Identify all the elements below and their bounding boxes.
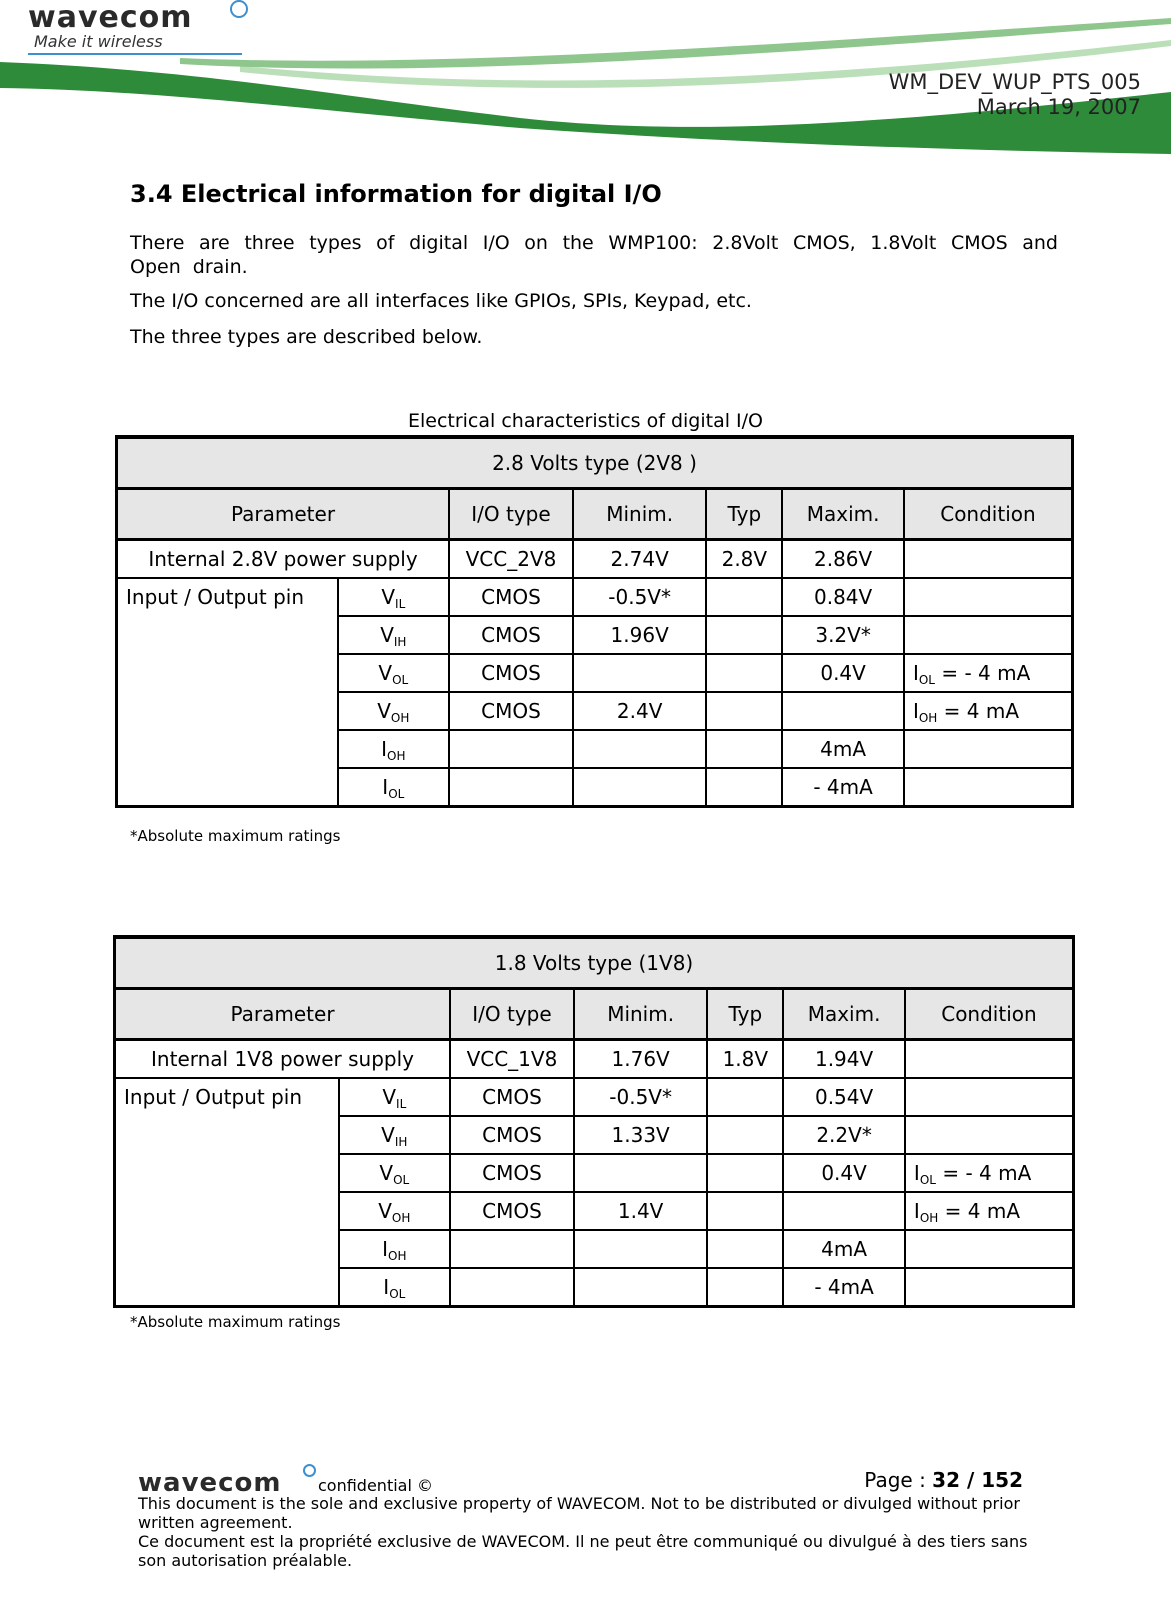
col-header-parameter: Parameter bbox=[115, 989, 451, 1040]
cell-condition bbox=[904, 578, 1073, 616]
cell-max: 1.94V bbox=[783, 1040, 905, 1079]
cell-max bbox=[782, 692, 904, 730]
cell-io-type: VCC_1V8 bbox=[450, 1040, 574, 1079]
col-header-max: Maxim. bbox=[783, 989, 905, 1040]
cell-max: 4mA bbox=[782, 730, 904, 768]
cell-condition bbox=[905, 1268, 1074, 1307]
cell-condition bbox=[905, 1230, 1074, 1268]
header-tagline: Make it wireless bbox=[34, 32, 163, 51]
cell-min bbox=[573, 768, 707, 807]
table-title: 2.8 Volts type (2V8 ) bbox=[117, 437, 1073, 489]
cell-symbol: $V_{OL}$ bbox=[338, 654, 449, 692]
cell-max: 2.86V bbox=[782, 540, 904, 579]
cell-min: 1.76V bbox=[574, 1040, 708, 1079]
cell-min bbox=[574, 1268, 708, 1307]
page-number: Page : 32 / 152 bbox=[864, 1468, 1023, 1492]
cell-symbol: $V_{IH}$ bbox=[338, 616, 449, 654]
cell-min bbox=[573, 654, 707, 692]
table-row bbox=[115, 1040, 1074, 1079]
cell-condition bbox=[904, 540, 1073, 579]
intro-paragraph: There are three types of digital I/O on the WMP100: 2.8Volt CMOS, 1.8Volt CMOS and Open drain. bbox=[130, 232, 1058, 278]
cell-symbol: $V_{IH}$ bbox=[339, 1116, 450, 1154]
cell-condition: $I_{OH} = 4$ mA bbox=[904, 692, 1073, 730]
cell-symbol: $V_{IL}$ bbox=[339, 1078, 450, 1116]
group-label: Input / Output pin bbox=[117, 578, 338, 807]
cell-io-type: CMOS bbox=[450, 1078, 574, 1116]
cell-symbol: $V_{OH}$ bbox=[339, 1192, 450, 1230]
cell-max: 0.4V bbox=[783, 1154, 905, 1192]
cell-symbol: $I_{OH}$ bbox=[339, 1230, 450, 1268]
supply-label: Internal 2.8V power supply bbox=[117, 540, 450, 579]
col-header-io-type: I/O type bbox=[449, 489, 573, 540]
cell-min: 1.33V bbox=[574, 1116, 708, 1154]
header-logo: wavecom bbox=[28, 0, 193, 35]
cell-typ bbox=[706, 692, 782, 730]
table-1v8 bbox=[113, 935, 1075, 1308]
col-header-min: Minim. bbox=[573, 489, 707, 540]
cell-io-type: CMOS bbox=[449, 578, 573, 616]
doc-reference bbox=[889, 70, 1141, 120]
cell-typ bbox=[706, 578, 782, 616]
cell-condition bbox=[905, 1040, 1074, 1079]
cell-io-type: VCC_2V8 bbox=[449, 540, 573, 579]
supply-label: Internal 1V8 power supply bbox=[115, 1040, 451, 1079]
cell-condition bbox=[904, 616, 1073, 654]
cell-io-type: CMOS bbox=[449, 616, 573, 654]
cell-typ: 2.8V bbox=[706, 540, 782, 579]
table-row bbox=[115, 1078, 1074, 1116]
cell-min: 1.4V bbox=[574, 1192, 708, 1230]
cell-io-type bbox=[450, 1268, 574, 1307]
cell-max: - 4mA bbox=[783, 1268, 905, 1307]
cell-min bbox=[574, 1230, 708, 1268]
logo-mark-icon bbox=[230, 0, 248, 18]
types-paragraph: The three types are described below. bbox=[130, 326, 483, 348]
section-title: 3.4 Electrical information for digital I/O bbox=[130, 180, 662, 208]
doc-date: March 19, 2007 bbox=[976, 95, 1141, 119]
cell-min: -0.5V* bbox=[574, 1078, 708, 1116]
cell-max: 0.84V bbox=[782, 578, 904, 616]
cell-max: 0.54V bbox=[783, 1078, 905, 1116]
table-title: 1.8 Volts type (1V8) bbox=[115, 937, 1074, 989]
confidential-label: confidential © bbox=[318, 1476, 433, 1495]
cell-min: 2.74V bbox=[573, 540, 707, 579]
cell-min: 1.96V bbox=[573, 616, 707, 654]
cell-typ: 1.8V bbox=[707, 1040, 783, 1079]
cell-max: 3.2V* bbox=[782, 616, 904, 654]
cell-condition bbox=[904, 768, 1073, 807]
cell-symbol: $I_{OL}$ bbox=[338, 768, 449, 807]
cell-condition: $I_{OL}$ = - 4 mA bbox=[905, 1154, 1074, 1192]
cell-condition: $I_{OH} = 4$ mA bbox=[905, 1192, 1074, 1230]
cell-io-type: CMOS bbox=[450, 1154, 574, 1192]
cell-typ bbox=[706, 730, 782, 768]
cell-condition bbox=[905, 1116, 1074, 1154]
cell-typ bbox=[707, 1154, 783, 1192]
io-paragraph: The I/O concerned are all interfaces like GPIOs, SPIs, Keypad, etc. bbox=[130, 290, 752, 312]
cell-io-type: CMOS bbox=[449, 692, 573, 730]
cell-symbol: $I_{OH}$ bbox=[338, 730, 449, 768]
cell-symbol: $V_{OL}$ bbox=[339, 1154, 450, 1192]
col-header-parameter: Parameter bbox=[117, 489, 450, 540]
col-header-max: Maxim. bbox=[782, 489, 904, 540]
cell-typ bbox=[706, 654, 782, 692]
cell-min: 2.4V bbox=[573, 692, 707, 730]
cell-min: -0.5V* bbox=[573, 578, 707, 616]
col-header-condition: Condition bbox=[904, 489, 1073, 540]
cell-max: - 4mA bbox=[782, 768, 904, 807]
table-footnote: *Absolute maximum ratings bbox=[130, 1313, 341, 1331]
table-2v8 bbox=[115, 435, 1074, 808]
legal-notice bbox=[138, 1494, 1028, 1570]
footer-logo-mark-icon bbox=[303, 1464, 316, 1477]
tagline-rule bbox=[28, 53, 242, 55]
cell-typ bbox=[706, 616, 782, 654]
cell-io-type: CMOS bbox=[450, 1116, 574, 1154]
cell-max bbox=[783, 1192, 905, 1230]
table-footnote: *Absolute maximum ratings bbox=[130, 827, 341, 845]
cell-typ bbox=[707, 1078, 783, 1116]
cell-io-type: CMOS bbox=[449, 654, 573, 692]
cell-condition bbox=[904, 730, 1073, 768]
col-header-typ: Typ bbox=[706, 489, 782, 540]
cell-symbol: $V_{OH}$ bbox=[338, 692, 449, 730]
cell-min bbox=[574, 1154, 708, 1192]
footer-logo: wavecom bbox=[138, 1468, 282, 1498]
group-label: Input / Output pin bbox=[115, 1078, 339, 1307]
legal-french: Ce document est la propriété exclusive de WAVECOM. Il ne peut être communiqué ou divulgué à des tiers sans son autorisation préalable. bbox=[138, 1532, 1028, 1570]
col-header-condition: Condition bbox=[905, 989, 1074, 1040]
col-header-io-type: I/O type bbox=[450, 989, 574, 1040]
cell-max: 4mA bbox=[783, 1230, 905, 1268]
cell-max: 0.4V bbox=[782, 654, 904, 692]
col-header-min: Minim. bbox=[574, 989, 708, 1040]
cell-symbol: $V_{IL}$ bbox=[338, 578, 449, 616]
table-row bbox=[117, 540, 1073, 579]
cell-io-type: CMOS bbox=[450, 1192, 574, 1230]
legal-english: This document is the sole and exclusive property of WAVECOM. Not to be distributed or divulged without prior written agreement. bbox=[138, 1494, 1020, 1532]
col-header-typ: Typ bbox=[707, 989, 783, 1040]
doc-id: WM_DEV_WUP_PTS_005 bbox=[888, 70, 1141, 94]
cell-io-type bbox=[449, 730, 573, 768]
cell-io-type bbox=[449, 768, 573, 807]
cell-typ bbox=[707, 1116, 783, 1154]
table-row bbox=[117, 578, 1073, 616]
cell-condition bbox=[905, 1078, 1074, 1116]
cell-typ bbox=[707, 1230, 783, 1268]
cell-symbol: $I_{OL}$ bbox=[339, 1268, 450, 1307]
table-caption: Electrical characteristics of digital I/O bbox=[407, 410, 764, 432]
cell-typ bbox=[706, 768, 782, 807]
cell-min bbox=[573, 730, 707, 768]
cell-io-type bbox=[450, 1230, 574, 1268]
cell-typ bbox=[707, 1268, 783, 1307]
cell-condition: $I_{OL}$ = - 4 mA bbox=[904, 654, 1073, 692]
cell-max: 2.2V* bbox=[783, 1116, 905, 1154]
cell-typ bbox=[707, 1192, 783, 1230]
